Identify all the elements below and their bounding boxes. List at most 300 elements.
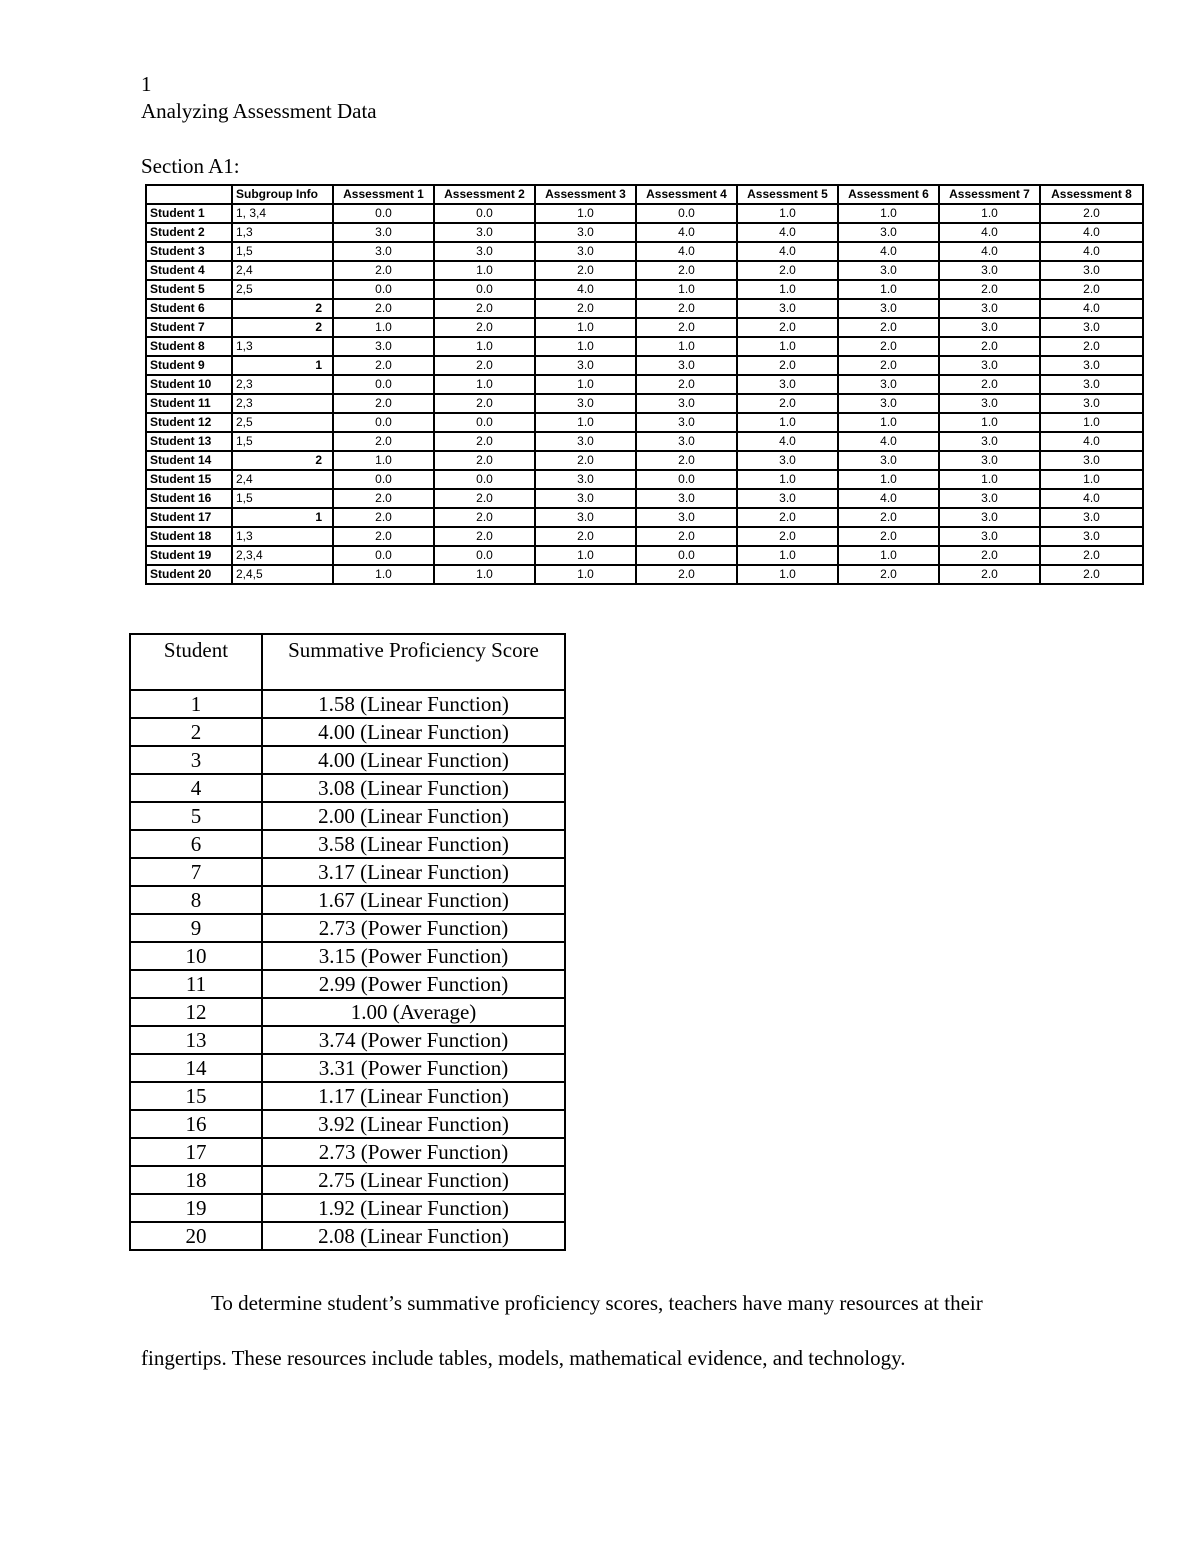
score-cell: 2.0 (636, 299, 737, 318)
subgroup-cell: 2,3,4 (232, 546, 333, 565)
subgroup-cell: 1,5 (232, 489, 333, 508)
table-row (146, 413, 1143, 432)
proficiency-score-cell: 2.73 (Power Function) (262, 1138, 565, 1166)
score-cell: 1.0 (838, 280, 939, 299)
score-cell: 1.0 (939, 204, 1040, 223)
table-row (146, 356, 1143, 375)
score-cell: 4.0 (737, 242, 838, 261)
score-cell: 1.0 (434, 261, 535, 280)
score-cell: 2.0 (333, 394, 434, 413)
proficiency-score-cell: 1.67 (Linear Function) (262, 886, 565, 914)
score-cell: 2.0 (838, 337, 939, 356)
score-cell: 1.0 (838, 546, 939, 565)
score-cell: 4.0 (1040, 223, 1143, 242)
student-number-cell: 9 (130, 914, 262, 942)
score-cell: 4.0 (737, 432, 838, 451)
score-cell: 3.0 (939, 318, 1040, 337)
subgroup-cell: 2,3 (232, 375, 333, 394)
proficiency-score-cell: 2.00 (Linear Function) (262, 802, 565, 830)
score-cell: 2.0 (434, 318, 535, 337)
score-cell: 0.0 (434, 546, 535, 565)
student-name-cell: Student 12 (146, 413, 232, 432)
table-row (146, 375, 1143, 394)
student-number-cell: 20 (130, 1222, 262, 1250)
score-cell: 4.0 (939, 242, 1040, 261)
score-cell: 3.0 (939, 261, 1040, 280)
score-cell: 1.0 (1040, 413, 1143, 432)
table-row (146, 337, 1143, 356)
page-number: 1 (141, 72, 152, 96)
table-row (130, 858, 565, 886)
score-cell: 2.0 (636, 451, 737, 470)
score-cell: 4.0 (1040, 432, 1143, 451)
subgroup-cell: 1,3 (232, 527, 333, 546)
table-row (130, 1222, 565, 1250)
score-cell: 1.0 (535, 318, 636, 337)
score-cell: 2.0 (1040, 546, 1143, 565)
score-cell: 3.0 (535, 489, 636, 508)
score-cell: 2.0 (838, 318, 939, 337)
score-cell: 3.0 (1040, 508, 1143, 527)
score-cell: 2.0 (939, 375, 1040, 394)
student-name-cell: Student 7 (146, 318, 232, 337)
proficiency-score-cell: 3.15 (Power Function) (262, 942, 565, 970)
score-cell: 0.0 (636, 546, 737, 565)
score-cell: 3.0 (1040, 375, 1143, 394)
score-cell: 2.0 (434, 489, 535, 508)
score-cell: 1.0 (737, 204, 838, 223)
score-cell: 2.0 (939, 565, 1040, 584)
table-row (130, 1194, 565, 1222)
student-number-cell: 6 (130, 830, 262, 858)
student-number-cell: 1 (130, 690, 262, 718)
score-cell: 2.0 (434, 394, 535, 413)
score-cell: 3.0 (535, 432, 636, 451)
student-number-cell: 3 (130, 746, 262, 774)
subgroup-cell: 2 (232, 318, 333, 337)
score-cell: 1.0 (535, 546, 636, 565)
score-cell: 3.0 (838, 451, 939, 470)
column-header: Assessment 6 (838, 185, 939, 204)
score-cell: 2.0 (939, 546, 1040, 565)
proficiency-score-cell: 3.17 (Linear Function) (262, 858, 565, 886)
score-cell: 2.0 (636, 375, 737, 394)
table-row (130, 746, 565, 774)
table-row (130, 718, 565, 746)
score-cell: 3.0 (838, 223, 939, 242)
score-cell: 1.0 (434, 375, 535, 394)
score-cell: 1.0 (636, 337, 737, 356)
score-cell: 0.0 (434, 470, 535, 489)
score-cell: 1.0 (737, 337, 838, 356)
subgroup-cell: 2,4,5 (232, 565, 333, 584)
score-cell: 3.0 (1040, 261, 1143, 280)
body-paragraph: To determine student’s summative proficiency scores, teachers have many resources at their fingertips. These resources include tables, models, mathematical evidence, and technology. (141, 1291, 983, 1370)
score-cell: 0.0 (333, 375, 434, 394)
score-cell: 1.0 (535, 337, 636, 356)
document-title: Analyzing Assessment Data (141, 99, 377, 123)
subgroup-cell: 2 (232, 451, 333, 470)
assessment-header-row (146, 185, 1143, 204)
score-cell: 2.0 (737, 394, 838, 413)
score-cell: 2.0 (434, 299, 535, 318)
proficiency-score-cell: 3.31 (Power Function) (262, 1054, 565, 1082)
table-row (146, 451, 1143, 470)
table-row (130, 914, 565, 942)
score-cell: 3.0 (636, 413, 737, 432)
score-cell: 2.0 (939, 280, 1040, 299)
section-label: Section A1: (141, 154, 240, 178)
table-row (130, 1138, 565, 1166)
score-cell: 4.0 (535, 280, 636, 299)
student-number-cell: 12 (130, 998, 262, 1026)
score-cell: 4.0 (939, 223, 1040, 242)
score-cell: 3.0 (1040, 356, 1143, 375)
score-cell: 1.0 (838, 413, 939, 432)
score-cell: 3.0 (939, 451, 1040, 470)
score-cell: 2.0 (1040, 204, 1143, 223)
table-row (146, 318, 1143, 337)
score-cell: 1.0 (939, 470, 1040, 489)
table-row (146, 299, 1143, 318)
score-cell: 4.0 (838, 432, 939, 451)
subgroup-cell: 2,5 (232, 413, 333, 432)
subgroup-cell: 1,5 (232, 432, 333, 451)
score-cell: 2.0 (333, 261, 434, 280)
student-number-cell: 13 (130, 1026, 262, 1054)
score-cell: 1.0 (737, 565, 838, 584)
student-name-cell: Student 4 (146, 261, 232, 280)
student-number-cell: 18 (130, 1166, 262, 1194)
score-cell: 2.0 (636, 565, 737, 584)
score-cell: 3.0 (535, 356, 636, 375)
score-cell: 0.0 (333, 280, 434, 299)
score-cell: 0.0 (434, 204, 535, 223)
proficiency-score-cell: 2.99 (Power Function) (262, 970, 565, 998)
proficiency-score-cell: 1.00 (Average) (262, 998, 565, 1026)
score-cell: 3.0 (636, 356, 737, 375)
subgroup-cell: 1 (232, 356, 333, 375)
assessment-data-table (145, 184, 1144, 585)
score-cell: 3.0 (737, 451, 838, 470)
score-cell: 1.0 (535, 413, 636, 432)
score-cell: 2.0 (838, 508, 939, 527)
score-cell: 3.0 (535, 470, 636, 489)
score-cell: 3.0 (838, 375, 939, 394)
table-row (130, 970, 565, 998)
score-cell: 4.0 (636, 242, 737, 261)
score-cell: 1.0 (434, 565, 535, 584)
score-cell: 2.0 (636, 261, 737, 280)
student-name-cell: Student 5 (146, 280, 232, 299)
table-row (146, 546, 1143, 565)
column-header: Assessment 2 (434, 185, 535, 204)
student-number-cell: 14 (130, 1054, 262, 1082)
student-name-cell: Student 3 (146, 242, 232, 261)
proficiency-score-cell: 3.08 (Linear Function) (262, 774, 565, 802)
subgroup-cell: 2,4 (232, 261, 333, 280)
score-cell: 3.0 (434, 223, 535, 242)
table-row (146, 489, 1143, 508)
score-cell: 0.0 (434, 280, 535, 299)
table-row (130, 1166, 565, 1194)
score-cell: 0.0 (434, 413, 535, 432)
proficiency-score-cell: 4.00 (Linear Function) (262, 746, 565, 774)
score-cell: 2.0 (333, 356, 434, 375)
table-row (146, 470, 1143, 489)
proficiency-score-cell: 3.58 (Linear Function) (262, 830, 565, 858)
score-cell: 2.0 (737, 318, 838, 337)
column-header: Assessment 1 (333, 185, 434, 204)
score-cell: 3.0 (535, 394, 636, 413)
score-cell: 3.0 (636, 394, 737, 413)
score-cell: 2.0 (333, 299, 434, 318)
subgroup-cell: 2,4 (232, 470, 333, 489)
score-cell: 3.0 (939, 356, 1040, 375)
column-header (146, 185, 232, 204)
student-name-cell: Student 1 (146, 204, 232, 223)
proficiency-score-cell: 3.92 (Linear Function) (262, 1110, 565, 1138)
table-row (130, 802, 565, 830)
table-row (130, 1026, 565, 1054)
score-cell: 3.0 (333, 242, 434, 261)
score-cell: 2.0 (737, 527, 838, 546)
table-row (146, 527, 1143, 546)
score-cell: 1.0 (1040, 470, 1143, 489)
student-number-cell: 10 (130, 942, 262, 970)
score-cell: 2.0 (333, 527, 434, 546)
table-row (130, 942, 565, 970)
score-cell: 3.0 (535, 508, 636, 527)
score-cell: 2.0 (1040, 280, 1143, 299)
score-cell: 3.0 (535, 242, 636, 261)
student-name-cell: Student 9 (146, 356, 232, 375)
score-cell: 2.0 (838, 565, 939, 584)
student-number-cell: 17 (130, 1138, 262, 1166)
score-cell: 2.0 (737, 508, 838, 527)
table-row (146, 508, 1143, 527)
student-number-cell: 7 (130, 858, 262, 886)
student-number-cell: 15 (130, 1082, 262, 1110)
score-cell: 2.0 (535, 451, 636, 470)
table-row (146, 242, 1143, 261)
table-row (146, 261, 1143, 280)
student-name-cell: Student 19 (146, 546, 232, 565)
summative-score-table (129, 633, 566, 1251)
summative-header-row (130, 634, 565, 690)
score-cell: 2.0 (1040, 337, 1143, 356)
student-name-cell: Student 15 (146, 470, 232, 489)
student-number-cell: 19 (130, 1194, 262, 1222)
student-name-cell: Student 13 (146, 432, 232, 451)
student-name-cell: Student 16 (146, 489, 232, 508)
student-name-cell: Student 18 (146, 527, 232, 546)
student-name-cell: Student 10 (146, 375, 232, 394)
proficiency-score-cell: 1.17 (Linear Function) (262, 1082, 565, 1110)
table-row (130, 774, 565, 802)
score-cell: 2.0 (434, 527, 535, 546)
table-row (146, 394, 1143, 413)
score-cell: 3.0 (838, 394, 939, 413)
score-cell: 1.0 (737, 546, 838, 565)
column-header: Assessment 4 (636, 185, 737, 204)
subgroup-cell: 1, 3,4 (232, 204, 333, 223)
table-row (130, 830, 565, 858)
table-row (146, 432, 1143, 451)
score-cell: 4.0 (1040, 299, 1143, 318)
score-cell: 3.0 (636, 489, 737, 508)
proficiency-score-cell: 1.92 (Linear Function) (262, 1194, 565, 1222)
score-cell: 3.0 (434, 242, 535, 261)
score-cell: 3.0 (939, 527, 1040, 546)
score-cell: 3.0 (939, 432, 1040, 451)
score-cell: 3.0 (737, 375, 838, 394)
score-cell: 3.0 (939, 394, 1040, 413)
score-cell: 3.0 (333, 223, 434, 242)
score-cell: 2.0 (838, 527, 939, 546)
score-cell: 2.0 (737, 261, 838, 280)
score-cell: 2.0 (1040, 565, 1143, 584)
table-row (130, 998, 565, 1026)
column-header: Student (130, 634, 262, 690)
student-number-cell: 2 (130, 718, 262, 746)
column-header: Assessment 5 (737, 185, 838, 204)
proficiency-score-cell: 3.74 (Power Function) (262, 1026, 565, 1054)
proficiency-score-cell: 2.08 (Linear Function) (262, 1222, 565, 1250)
score-cell: 2.0 (333, 489, 434, 508)
student-number-cell: 16 (130, 1110, 262, 1138)
score-cell: 3.0 (939, 489, 1040, 508)
score-cell: 0.0 (333, 546, 434, 565)
table-row (130, 1110, 565, 1138)
score-cell: 2.0 (838, 356, 939, 375)
student-name-cell: Student 8 (146, 337, 232, 356)
score-cell: 3.0 (737, 299, 838, 318)
score-cell: 1.0 (939, 413, 1040, 432)
score-cell: 1.0 (535, 565, 636, 584)
score-cell: 3.0 (636, 432, 737, 451)
student-number-cell: 4 (130, 774, 262, 802)
score-cell: 4.0 (737, 223, 838, 242)
score-cell: 4.0 (838, 489, 939, 508)
score-cell: 3.0 (636, 508, 737, 527)
score-cell: 3.0 (737, 489, 838, 508)
score-cell: 2.0 (333, 432, 434, 451)
score-cell: 1.0 (333, 565, 434, 584)
score-cell: 0.0 (636, 204, 737, 223)
proficiency-score-cell: 4.00 (Linear Function) (262, 718, 565, 746)
subgroup-cell: 1,3 (232, 223, 333, 242)
student-name-cell: Student 14 (146, 451, 232, 470)
score-cell: 3.0 (838, 299, 939, 318)
score-cell: 1.0 (838, 470, 939, 489)
score-cell: 2.0 (434, 356, 535, 375)
score-cell: 3.0 (333, 337, 434, 356)
subgroup-cell: 1,3 (232, 337, 333, 356)
score-cell: 1.0 (737, 280, 838, 299)
score-cell: 1.0 (434, 337, 535, 356)
score-cell: 1.0 (636, 280, 737, 299)
score-cell: 1.0 (737, 413, 838, 432)
score-cell: 3.0 (1040, 527, 1143, 546)
student-number-cell: 11 (130, 970, 262, 998)
table-row (146, 565, 1143, 584)
score-cell: 4.0 (636, 223, 737, 242)
score-cell: 1.0 (535, 375, 636, 394)
proficiency-score-cell: 1.58 (Linear Function) (262, 690, 565, 718)
student-name-cell: Student 20 (146, 565, 232, 584)
column-header: Assessment 7 (939, 185, 1040, 204)
student-number-cell: 5 (130, 802, 262, 830)
column-header: Subgroup Info (232, 185, 333, 204)
score-cell: 1.0 (737, 470, 838, 489)
table-row (130, 886, 565, 914)
score-cell: 1.0 (535, 204, 636, 223)
score-cell: 2.0 (737, 356, 838, 375)
score-cell: 3.0 (1040, 451, 1143, 470)
score-cell: 3.0 (939, 299, 1040, 318)
column-header: Assessment 3 (535, 185, 636, 204)
score-cell: 2.0 (434, 508, 535, 527)
column-header: Assessment 8 (1040, 185, 1143, 204)
table-row (130, 1054, 565, 1082)
score-cell: 3.0 (1040, 394, 1143, 413)
student-name-cell: Student 2 (146, 223, 232, 242)
score-cell: 2.0 (535, 527, 636, 546)
table-row (130, 1082, 565, 1110)
score-cell: 2.0 (636, 318, 737, 337)
proficiency-score-cell: 2.73 (Power Function) (262, 914, 565, 942)
score-cell: 0.0 (333, 413, 434, 432)
score-cell: 2.0 (939, 337, 1040, 356)
student-name-cell: Student 6 (146, 299, 232, 318)
subgroup-cell: 2,3 (232, 394, 333, 413)
score-cell: 2.0 (636, 527, 737, 546)
score-cell: 3.0 (838, 261, 939, 280)
subgroup-cell: 2 (232, 299, 333, 318)
score-cell: 4.0 (838, 242, 939, 261)
score-cell: 2.0 (535, 299, 636, 318)
score-cell: 3.0 (1040, 318, 1143, 337)
score-cell: 2.0 (434, 432, 535, 451)
student-name-cell: Student 11 (146, 394, 232, 413)
column-header: Summative Proficiency Score (262, 634, 565, 690)
score-cell: 0.0 (636, 470, 737, 489)
score-cell: 3.0 (535, 223, 636, 242)
student-name-cell: Student 17 (146, 508, 232, 527)
table-row (146, 204, 1143, 223)
score-cell: 1.0 (333, 451, 434, 470)
score-cell: 2.0 (434, 451, 535, 470)
subgroup-cell: 1,5 (232, 242, 333, 261)
table-row (130, 690, 565, 718)
score-cell: 0.0 (333, 470, 434, 489)
score-cell: 4.0 (1040, 242, 1143, 261)
score-cell: 3.0 (939, 508, 1040, 527)
student-number-cell: 8 (130, 886, 262, 914)
score-cell: 4.0 (1040, 489, 1143, 508)
score-cell: 0.0 (333, 204, 434, 223)
score-cell: 2.0 (333, 508, 434, 527)
table-row (146, 223, 1143, 242)
table-row (146, 280, 1143, 299)
subgroup-cell: 2,5 (232, 280, 333, 299)
score-cell: 1.0 (333, 318, 434, 337)
score-cell: 1.0 (838, 204, 939, 223)
proficiency-score-cell: 2.75 (Linear Function) (262, 1166, 565, 1194)
subgroup-cell: 1 (232, 508, 333, 527)
score-cell: 2.0 (535, 261, 636, 280)
